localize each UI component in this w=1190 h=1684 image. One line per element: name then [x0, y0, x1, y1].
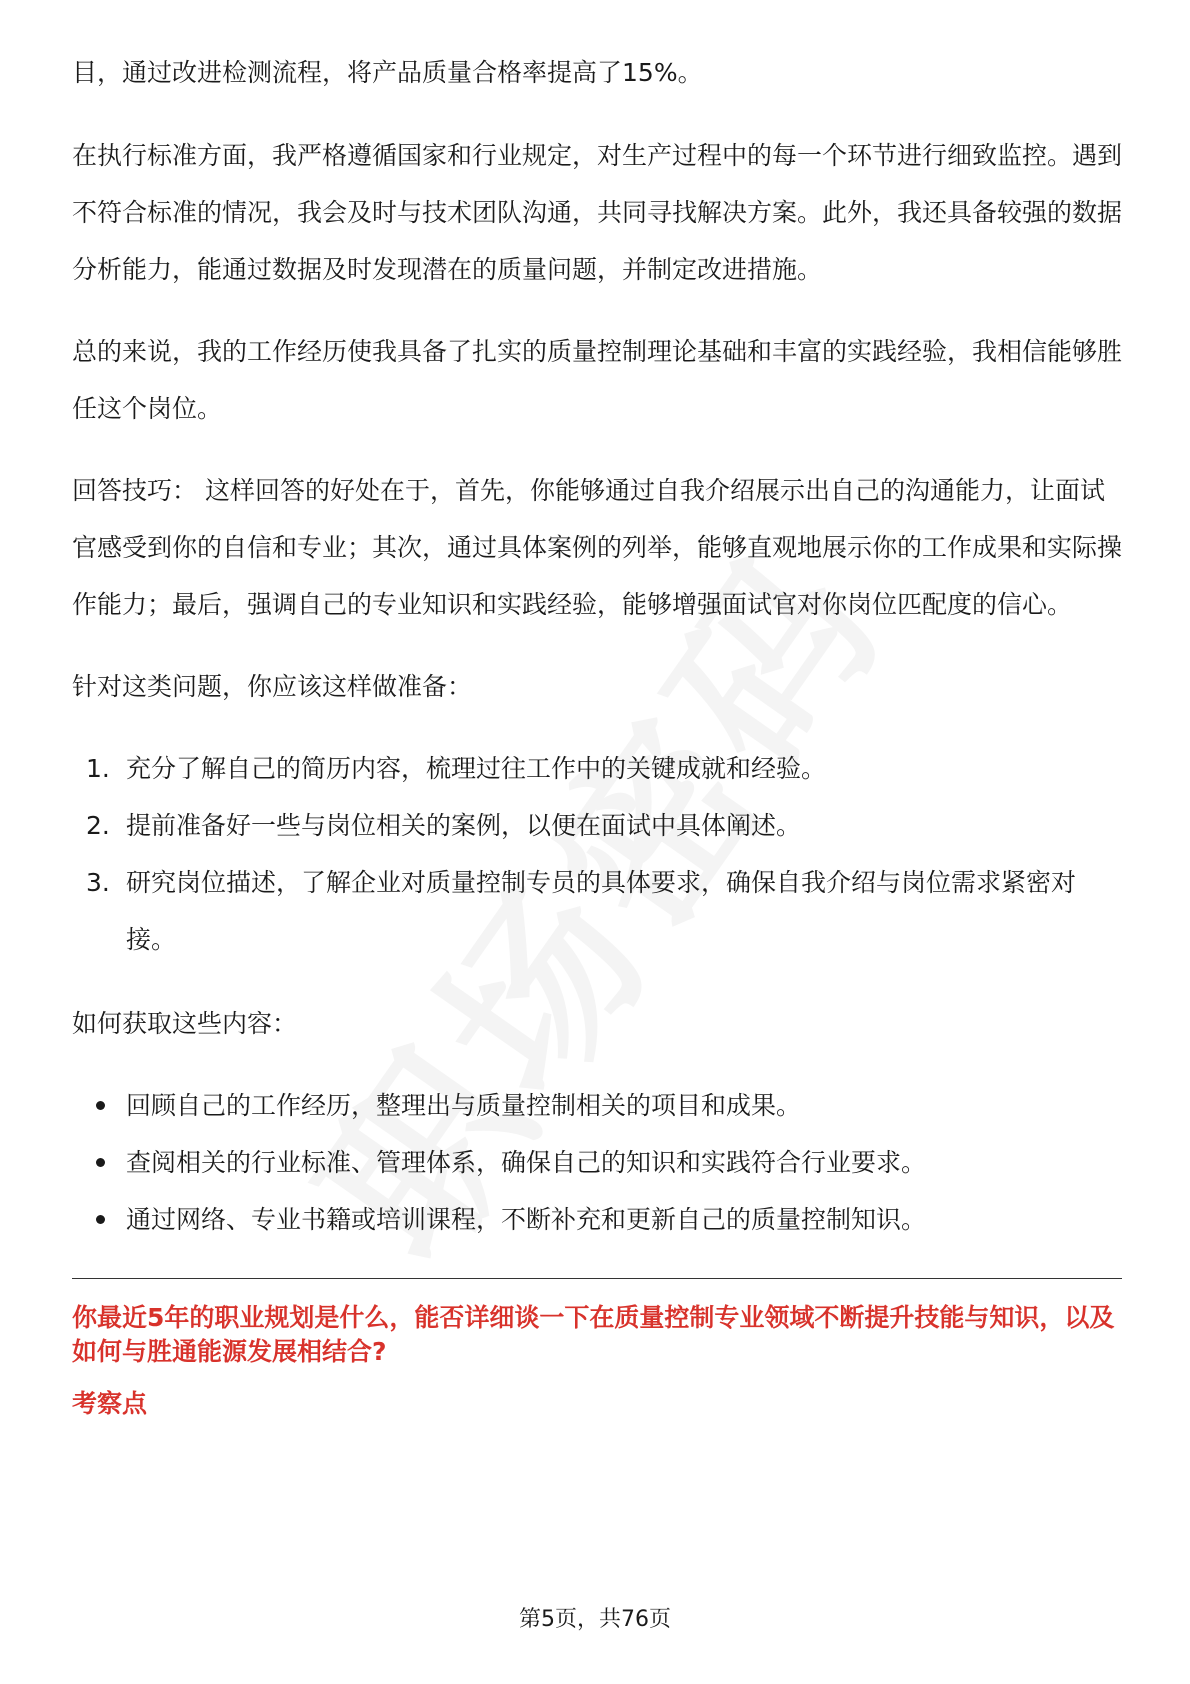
section-divider — [72, 1278, 1122, 1279]
list-item-text: 查阅相关的行业标准、管理体系，确保自己的知识和实践符合行业要求。 — [126, 1148, 927, 1177]
next-subheading: 考察点 — [72, 1389, 148, 1418]
paragraph-answer-tips: 回答技巧： 这样回答的好处在于，首先，你能够通过自我介绍展示出自己的沟通能力，让面试官感受到你的自信和专业；其次，通过具体案例的列举，能够直观地展示你的工作成果和实际操作能力；最后，强调自己的专业知识和实践经验，能够增强面试官对你岗位匹配度的信心。 — [72, 476, 1123, 619]
paragraph-summary: 总的来说，我的工作经历使我具备了扎实的质量控制理论基础和丰富的实践经验，我相信能够胜任这个岗位。 — [72, 337, 1123, 423]
list-item — [72, 1077, 1122, 1134]
prep-list — [72, 740, 1122, 968]
list-item-text: 充分了解自己的简历内容，梳理过往工作中的关键成就和经验。 — [126, 754, 827, 783]
bullet-icon — [96, 1101, 105, 1110]
list-number: 1. — [86, 754, 110, 783]
page-footer: 第5页，共76页 — [519, 1607, 671, 1632]
list-item — [72, 1191, 1122, 1248]
list-item — [72, 740, 1122, 797]
list-item-text: 回顾自己的工作经历，整理出与质量控制相关的项目和成果。 — [126, 1091, 802, 1120]
list-number: 2. — [86, 811, 110, 840]
bullet-icon — [96, 1158, 105, 1167]
bullet-icon — [96, 1215, 105, 1224]
paragraph-standards: 在执行标准方面，我严格遵循国家和行业规定，对生产过程中的每一个环节进行细致监控。遇到不符合标准的情况，我会及时与技术团队沟通，共同寻找解决方案。此外，我还具备较强的数据分析能力，能通过数据及时发现潜在的质量问题，并制定改进措施。 — [72, 141, 1123, 284]
next-question-heading: 你最近5年的职业规划是什么，能否详细谈一下在质量控制专业领域不断提升技能与知识，以及如何与胜通能源发展相结合? — [72, 1303, 1115, 1366]
list-item-text: 提前准备好一些与岗位相关的案例，以便在面试中具体阐述。 — [126, 811, 802, 840]
how-heading: 如何获取这些内容： — [72, 1009, 298, 1038]
list-item — [72, 797, 1122, 854]
list-number: 3. — [86, 868, 110, 897]
list-item-text: 研究岗位描述，了解企业对质量控制专员的具体要求，确保自我介绍与岗位需求紧密对接。 — [126, 868, 1077, 954]
list-item — [72, 854, 1122, 968]
how-list — [72, 1077, 1122, 1248]
list-item — [72, 1134, 1122, 1191]
paragraph-continued: 目，通过改进检测流程，将产品质量合格率提高了15%。 — [72, 58, 703, 87]
paragraph-prep-intro: 针对这类问题，你应该这样做准备： — [72, 672, 473, 701]
list-item-text: 通过网络、专业书籍或培训课程，不断补充和更新自己的质量控制知识。 — [126, 1205, 927, 1234]
document-body — [72, 44, 1122, 1421]
